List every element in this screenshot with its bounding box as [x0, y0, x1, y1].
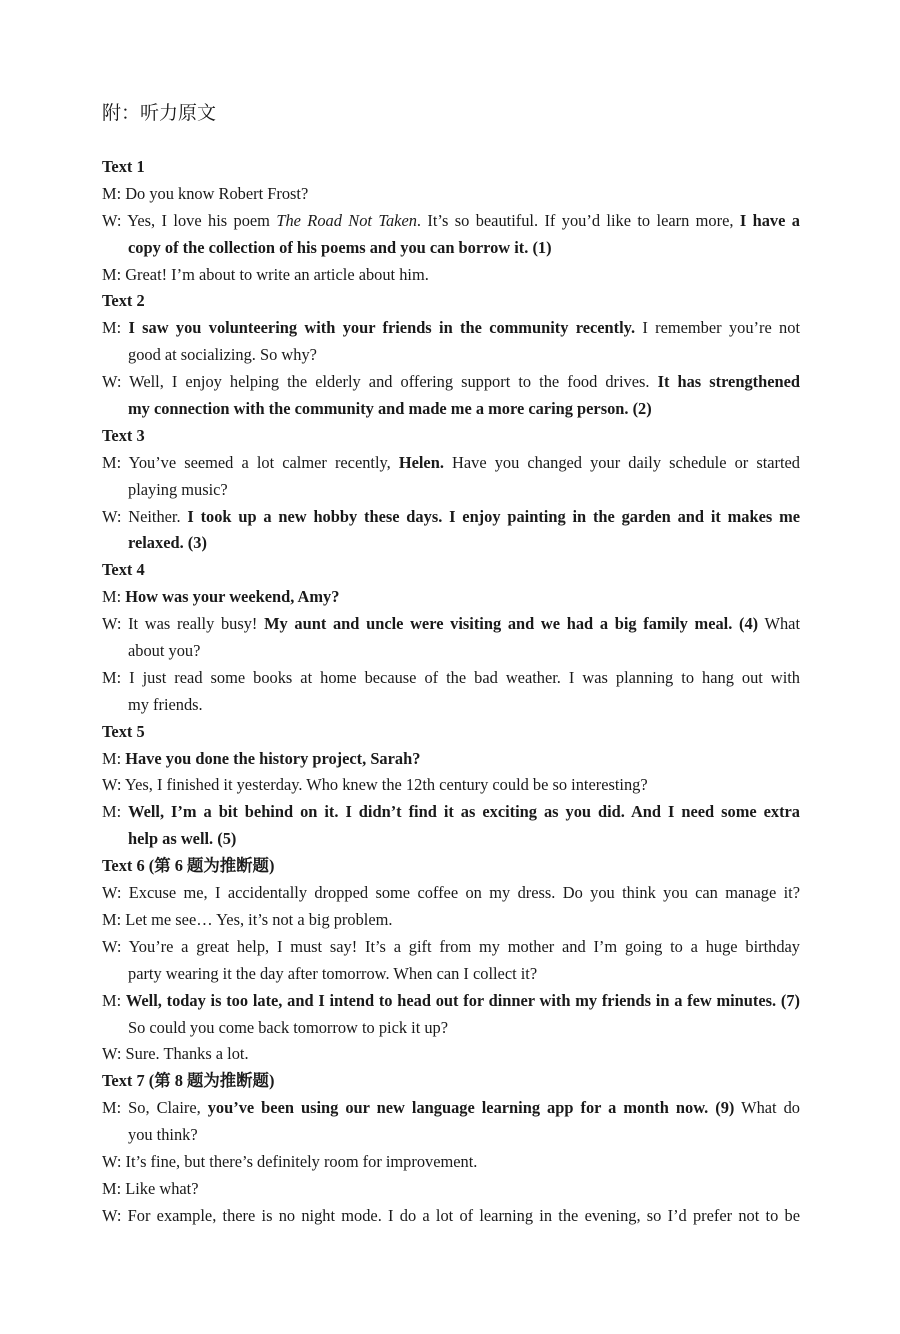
- text3-line-4: relaxed. (3): [128, 533, 207, 553]
- text3-line-1: M: You’ve seemed a lot calmer recently, Helen. Have you changed your daily schedule or started: [102, 452, 801, 472]
- text4-line-5: my friends.: [128, 694, 203, 714]
- text6-line-3: W: You’re a great help, I must say! It’s a gift from my mother and I’m going to a huge birthday: [102, 936, 800, 956]
- text5-line-2: W: Yes, I finished it yesterday. Who knew the 12th century could be so interesting?: [102, 775, 648, 795]
- text3-title: Text 3: [102, 425, 145, 445]
- text1-line-2: W: Yes, I love his poem The Road Not Taken. It’s so beautiful. If you’d like to learn more, I have a: [102, 210, 800, 230]
- text2-line-3: W: Well, I enjoy helping the elderly and offering support to the food drives. It has strengthened: [102, 372, 800, 392]
- text3-line-2: playing music?: [128, 479, 228, 499]
- text4-title: Text 4: [102, 560, 145, 580]
- text5-line-1: M: Have you done the history project, Sarah?: [102, 748, 421, 768]
- text1-line-1: M: Do you know Robert Frost?: [102, 183, 309, 203]
- text6-line-7: W: Sure. Thanks a lot.: [102, 1044, 249, 1064]
- text2-title: Text 2: [102, 291, 145, 311]
- text1-line-3: copy of the collection of his poems and you can borrow it. (1): [128, 237, 552, 257]
- text5-title: Text 5: [102, 721, 145, 741]
- text7-line-2: you think?: [128, 1125, 198, 1145]
- text6-line-5: M: Well, today is too late, and I intend to head out for dinner with my friends in a few minutes. (7): [102, 990, 800, 1010]
- text7-line-3: W: It’s fine, but there’s definitely room for improvement.: [102, 1151, 478, 1171]
- text4-line-3: about you?: [128, 641, 201, 661]
- text7-line-1: M: So, Claire, you’ve been using our new language learning app for a month now. (9) What do: [102, 1098, 800, 1118]
- text7-line-5: W: For example, there is no night mode. I do a lot of learning in the evening, so I’d prefer not to be: [102, 1205, 800, 1225]
- text2-line-4: my connection with the community and made me a more caring person. (2): [128, 399, 652, 419]
- text4-line-4: M: I just read some books at home because of the bad weather. I was planning to hang out with: [102, 667, 800, 687]
- text6-line-1: W: Excuse me, I accidentally dropped some coffee on my dress. Do you think you can manage it?: [102, 883, 800, 903]
- text6-title: Text 6 (第 6 题为推断题): [102, 856, 275, 876]
- text4-line-1: M: How was your weekend, Amy?: [102, 587, 340, 607]
- text7-line-4: M: Like what?: [102, 1178, 199, 1198]
- page-heading: 附：听力原文: [102, 102, 217, 124]
- poem-title: The Road Not Taken: [276, 210, 417, 230]
- text4-line-2: W: It was really busy! My aunt and uncle were visiting and we had a big family meal. (4) What: [102, 614, 801, 634]
- text1-title: Text 1: [102, 157, 145, 176]
- text7-title: Text 7 (第 8 题为推断题): [102, 1071, 275, 1091]
- transcript-body: [102, 154, 800, 1230]
- text2-line-1: M: I saw you volunteering with your friends in the community recently. I remember you’re not: [102, 318, 800, 338]
- text5-line-3: M: Well, I’m a bit behind on it. I didn’t find it as exciting as you did. And I need some extra: [102, 802, 800, 822]
- text5-line-4: help as well. (5): [128, 829, 237, 849]
- text6-line-2: M: Let me see… Yes, it’s not a big problem.: [102, 909, 393, 929]
- text3-line-3: W: Neither. I took up a new hobby these days. I enjoy painting in the garden and it makes me: [102, 506, 801, 526]
- text1-line-4: M: Great! I’m about to write an article about him.: [102, 264, 429, 284]
- text6-line-6: So could you come back tomorrow to pick it up?: [128, 1017, 449, 1037]
- text2-line-2: good at socializing. So why?: [128, 345, 317, 365]
- text6-line-4: party wearing it the day after tomorrow. When can I collect it?: [128, 963, 538, 983]
